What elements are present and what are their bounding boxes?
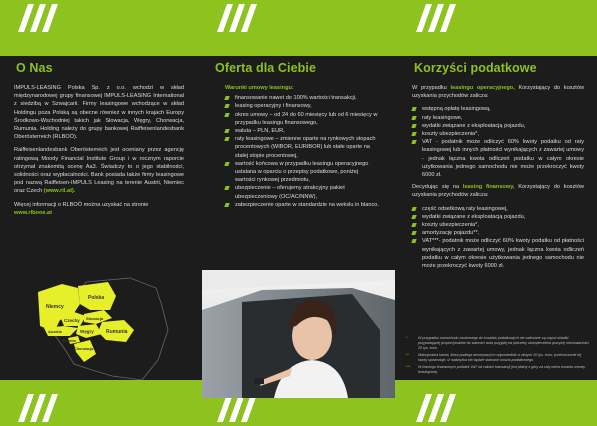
map-label-niemcy: Niemcy (46, 304, 64, 310)
map-label-slowacja: Słowacja (86, 316, 104, 321)
list-item: wydatki związane z eksploatacją pojazdu, (412, 213, 584, 221)
finance-list (412, 205, 584, 271)
footnote: *** W leasingu finansowym podatek VAT od całości transakcji jest płatny z góry za cały okres trwania umowy leasingowej. (406, 365, 586, 374)
list-item: VAT - podatnik może odliczyć 60% kwoty podatku od raty leasingowej lub innych płatności wynikających z zawartej umowy - jednak łączna kwota odliczeń podatku w całym okresie użytkowania jednego samochodu nie może przekroczyć kwoty 6000 zł. (412, 138, 584, 179)
logo-icon (14, 386, 62, 426)
logo-icon (412, 0, 460, 36)
logo-icon (14, 0, 62, 36)
list-item: wstępną opłatę leasingową, (412, 105, 584, 113)
section-title: Oferta dla Ciebie (215, 61, 317, 75)
map-label-slowenia: Słowenia (62, 339, 76, 343)
list-item: raty leasingowe, (412, 114, 584, 122)
list-item: koszty ubezpieczenia*, (412, 221, 584, 229)
footnote: ** Maksymalna kwota, która podlega amortyzacji to odpowiednik w złotych 20 tys. euro; przekroczenie tej kwoty spowoduje, iż nadwyżka nie będzie stanowić kosztu podatkowego. (406, 353, 582, 362)
list-item: koszty ubezpieczenia*, (412, 130, 584, 138)
list-item: wydatki związane z eksploatacją pojazdu, (412, 122, 584, 130)
about-paragraph-3: Więcej informacji o RLBOÖ można uzyskać na stronie www.rlbooe.at (14, 201, 149, 216)
list-item: amortyzację pojazdu**, (412, 229, 584, 237)
top-band (398, 0, 597, 56)
map-label-czechy: Czechy (64, 318, 80, 323)
list-item: waluta – PLN, EUR, (225, 127, 380, 135)
panel-about (0, 0, 199, 426)
map-label-polska: Polska (88, 295, 105, 301)
list-item: raty leasingowe – zmienne oparte na rynkowych stopach procentowych (WIBOR, EURIBOR) lub stałe oparte na stałej stopie procentowej, (225, 135, 380, 160)
top-band (199, 0, 398, 56)
footnote: * W przypadku samochodu osobowego do kosztów podatkowych nie zaliczane są części składki przypadającej proporcjonalnie do wartości auta przyjętej na potrzeby ubezpieczenia powyżej równowartości 20 tys. euro. (406, 336, 589, 350)
footnotes (406, 336, 589, 377)
map-label-austria: Austria (48, 329, 62, 334)
bottom-band (0, 380, 199, 426)
map-label-chorwacja: Chorwacja (74, 347, 94, 351)
rlbooe-link[interactable]: www.rlbooe.at (14, 209, 53, 216)
map-label-rumunia: Rumunia (106, 329, 128, 335)
list-item: zabezpieczenie oparte w standardzie na wekslu in blanco. (225, 201, 380, 209)
operating-list (412, 105, 584, 179)
offer-subtitle: Warunki umowy leasingu: (225, 85, 294, 91)
woman-car-photo (202, 270, 395, 398)
section-title: O Nas (16, 61, 53, 75)
list-item: finansowanie nawet do 100% wartości transakcji, (225, 94, 380, 102)
about-paragraph-2: Raiffeisenlandesbank Oberösterreich jest oceniany przez agencję ratingową Moody Financial Institute Group i w rocznym raporcie otrzymał znakomitą ocenę Aa3. Świadczy to o jego stabilności, solidności oraz wypłacalności. Bank posiada także firmy leasingowe pod nazwą Raiffeisen-IMPULS Leasing na terenie Austrii, Niemiec oraz Czech (www.ril.at). (14, 147, 184, 195)
tax-text (412, 84, 584, 274)
map-label-wegry: Węgry (80, 329, 94, 334)
europe-map (34, 276, 169, 382)
list-item: ubezpieczenie – oferujemy atrakcyjny pakiet ubezpieczeniowy (OC/AC/NNW), (225, 184, 380, 200)
finance-intro: Decydując się na leasing finansowy, Korzystający do kosztów uzyskania przychodów zalicza: (412, 184, 584, 199)
section-title: Korzyści podatkowe (414, 61, 537, 75)
about-text (14, 84, 184, 222)
list-item: część odsetkową raty leasingowej, (412, 205, 584, 213)
offer-text (225, 84, 380, 213)
list-item: okres umowy – od 24 do 60 miesięcy lub od 6 miesięcy w przypadku leasingu finansowego, (225, 111, 380, 127)
top-band (0, 0, 199, 56)
ril-link[interactable]: (www.ril.at). (43, 188, 76, 195)
logo-icon (213, 0, 261, 36)
list-item: VAT***- podatnik może odliczyć 60% kwoty podatku od płatności wynikających z zawartej umowy, jednak łączna kwota odliczeń podatku w całym okresie użytkowania jednego samochodu nie może przekroczyć kwoty 6000 zł. (412, 237, 584, 270)
list-item: wartość końcowa w przypadku leasingu operacyjnego ustalana w oparciu o przepisy podatkowe, poniżej wartości rynkowej przedmiotu, (225, 160, 380, 185)
about-paragraph-1: IMPULS-LEASING Polska Sp. z o.o. wchodzi w skład międzynarodowej grupy finansowej IMPULS-LEASING International z siedzibą w Szwajcarii. Firmy leasingowe wchodzące w skład Holdingu poza Polską są obecne również w innych krajach Europy Środkowo-Wschodniej takich jak Słowacja, Węgry, Chorwacja, Rumunia. Holding należy do grupy bankowej Raiffeisenlandesbank Oberösterreich (RLBOÖ). (14, 85, 184, 141)
logo-icon (412, 386, 460, 426)
bottom-band (398, 380, 597, 426)
panel-tax (398, 0, 597, 426)
offer-list (225, 94, 380, 209)
operating-intro: W przypadku leasingu operacyjnego, Korzystający do kosztów uzyskania przychodów zalicza: (412, 85, 584, 100)
list-item: leasing operacyjny i finansowy, (225, 102, 380, 110)
